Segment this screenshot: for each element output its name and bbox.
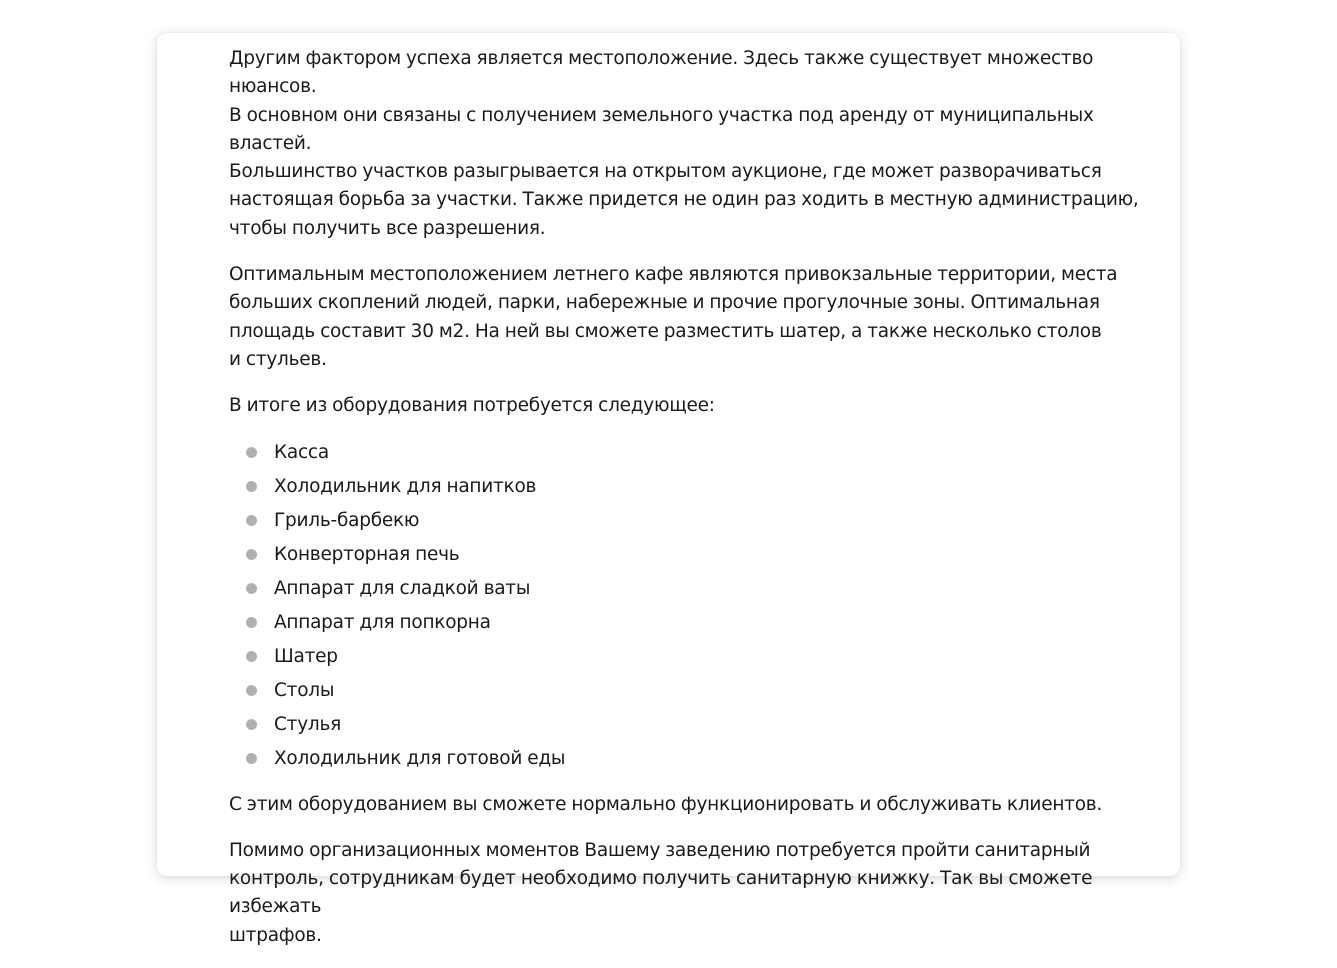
article-card xyxy=(157,33,1180,946)
bullet-icon xyxy=(246,753,257,764)
list-item xyxy=(229,473,1169,501)
paragraph-equipment-intro: В итоге из оборудования потребуется следующее: xyxy=(229,395,715,417)
list-item-label: Аппарат для попкорна xyxy=(274,611,491,633)
bullet-icon xyxy=(246,617,257,628)
list-item-label: Холодильник для готовой еды xyxy=(274,747,566,769)
bullet-icon xyxy=(246,549,257,560)
list-item xyxy=(229,677,1169,705)
bullet-icon xyxy=(246,651,257,662)
list-item-label: Аппарат для сладкой ваты xyxy=(274,577,531,599)
bullet-icon xyxy=(246,583,257,594)
list-item xyxy=(229,507,1169,535)
list-item xyxy=(229,745,1169,773)
list-item xyxy=(229,643,1169,671)
list-item-label: Шатер xyxy=(274,645,338,667)
list-item-label: Холодильник для напитков xyxy=(274,475,537,497)
bullet-icon xyxy=(246,481,257,492)
list-item-label: Конверторная печь xyxy=(274,543,460,565)
list-item xyxy=(229,575,1169,603)
paragraph-sanitary-control: Помимо организационных моментов Вашему заведению потребуется пройти санитарный контроль, сотрудникам будет необходимо получить санитарную книжку. Так вы сможете избежать штрафов. xyxy=(229,839,1093,946)
list-item-label: Столы xyxy=(274,679,335,701)
list-item xyxy=(229,711,1169,739)
list-item xyxy=(229,541,1169,569)
bullet-icon xyxy=(246,447,257,458)
list-item xyxy=(229,609,1169,637)
bullet-icon xyxy=(246,719,257,730)
article-content xyxy=(229,45,1169,968)
bullet-icon xyxy=(246,515,257,526)
list-item xyxy=(229,439,1169,467)
list-item-label: Стулья xyxy=(274,713,341,735)
list-item-label: Гриль-барбекю xyxy=(274,509,420,531)
paragraph-location: Другим фактором успеха является местоположение. Здесь также существует множество нюансов. В основном они связаны с получением земельного участка под аренду от муниципальных властей. Большинство участков разыгрывается на открытом аукционе, где может разворачиваться настоящая борьба за участки. Также придется не один раз ходить в местную администрацию, чтобы получить все разрешения. xyxy=(229,48,1139,239)
equipment-list xyxy=(229,439,1169,773)
list-item-label: Касса xyxy=(274,441,329,463)
bullet-icon xyxy=(246,685,257,696)
paragraph-equipment-summary: С этим оборудованием вы сможете нормально функционировать и обслуживать клиентов. xyxy=(229,793,1103,815)
paragraph-optimal-location: Оптимальным местоположением летнего кафе являются привокзальные территории, места больших скоплений людей, парки, набережные и прочие прогулочные зоны. Оптимальная площадь составит 30 м2. На ней вы сможете разместить шатер, а также несколько столов и стульев. xyxy=(229,264,1118,370)
